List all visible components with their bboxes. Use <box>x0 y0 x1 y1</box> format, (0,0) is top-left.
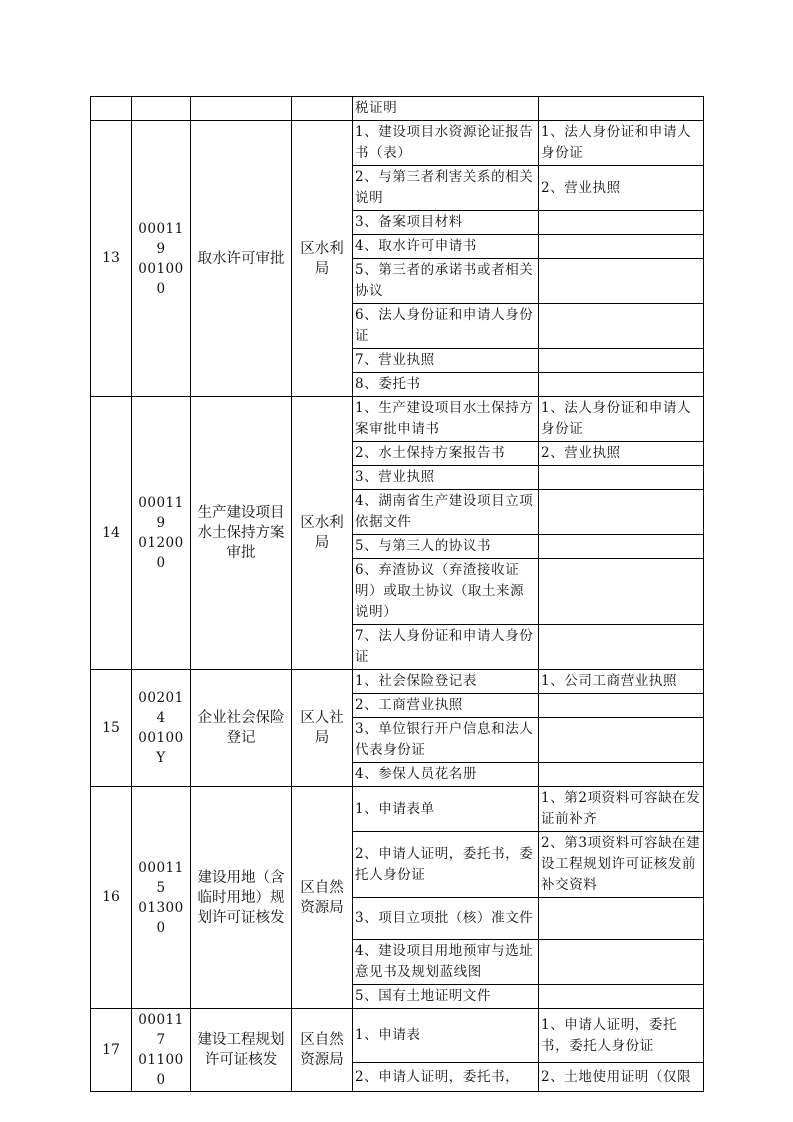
item-name <box>191 97 292 121</box>
item-number <box>91 97 132 121</box>
note-cell: 1、法人身份证和申请人身份证 <box>539 121 704 166</box>
note-cell <box>539 373 704 397</box>
material-cell: 2、申请人证明，委托书， <box>353 1063 539 1092</box>
item-code <box>132 97 191 121</box>
item-department: 区自然资源局 <box>292 787 353 1009</box>
item-code: 000119 012000 <box>132 397 191 670</box>
material-cell: 3、单位银行开户信息和法人代表身份证 <box>353 718 539 763</box>
item-name: 企业社会保险登记 <box>191 670 292 787</box>
material-cell: 3、备案项目材料 <box>353 211 539 235</box>
material-cell: 8、委托书 <box>353 373 539 397</box>
item-number: 16 <box>91 787 132 1009</box>
note-cell <box>539 718 704 763</box>
material-cell: 5、第三者的承诺书或者相关协议 <box>353 259 539 304</box>
note-cell <box>539 349 704 373</box>
note-cell: 2、营业执照 <box>539 442 704 466</box>
item-name: 取水许可审批 <box>191 121 292 397</box>
note-cell <box>539 940 704 985</box>
note-cell: 1、第2项资料可容缺在发证前补齐 <box>539 787 704 832</box>
material-cell: 税证明 <box>353 97 539 121</box>
document-page <box>90 96 703 1092</box>
note-cell: 1、法人身份证和申请人身份证 <box>539 397 704 442</box>
material-cell: 1、建设项目水资源论证报告书（表） <box>353 121 539 166</box>
note-cell <box>539 985 704 1009</box>
table-row <box>91 97 704 121</box>
material-cell: 2、工商营业执照 <box>353 694 539 718</box>
item-code: 000115 013000 <box>132 787 191 1009</box>
note-cell <box>539 97 704 121</box>
material-cell: 3、营业执照 <box>353 466 539 490</box>
note-cell <box>539 304 704 349</box>
material-cell: 7、营业执照 <box>353 349 539 373</box>
note-cell <box>539 694 704 718</box>
note-cell <box>539 625 704 670</box>
note-cell <box>539 259 704 304</box>
item-code: 000119 001000 <box>132 121 191 397</box>
note-cell: 1、申请人证明，委托书，委托人身份证 <box>539 1009 704 1063</box>
item-department: 区自然资源局 <box>292 1009 353 1092</box>
item-code: 000117 011000 <box>132 1009 191 1092</box>
material-cell: 2、申请人证明，委托书，委托人身份证 <box>353 832 539 898</box>
item-number: 17 <box>91 1009 132 1092</box>
note-cell <box>539 211 704 235</box>
note-cell: 2、营业执照 <box>539 166 704 211</box>
materials-table <box>90 96 704 1092</box>
material-cell: 2、与第三者利害关系的相关说明 <box>353 166 539 211</box>
material-cell: 4、取水许可申请书 <box>353 235 539 259</box>
materials-table-body <box>91 97 704 1092</box>
item-number: 15 <box>91 670 132 787</box>
material-cell: 4、参保人员花名册 <box>353 763 539 787</box>
item-code: 002014 00100Y <box>132 670 191 787</box>
item-department: 区水利局 <box>292 397 353 670</box>
material-cell: 1、生产建设项目水土保持方案审批申请书 <box>353 397 539 442</box>
item-department <box>292 97 353 121</box>
note-cell <box>539 466 704 490</box>
item-department: 区人社局 <box>292 670 353 787</box>
note-cell: 2、第3项资料可容缺在建设工程规划许可证核发前补交资料 <box>539 832 704 898</box>
material-cell: 4、湖南省生产建设项目立项依据文件 <box>353 490 539 535</box>
table-row <box>91 121 704 166</box>
item-number: 14 <box>91 397 132 670</box>
item-number: 13 <box>91 121 132 397</box>
table-row <box>91 787 704 832</box>
material-cell: 5、国有土地证明文件 <box>353 985 539 1009</box>
note-cell <box>539 235 704 259</box>
material-cell: 1、社会保险登记表 <box>353 670 539 694</box>
table-row <box>91 1009 704 1063</box>
material-cell: 7、法人身份证和申请人身份证 <box>353 625 539 670</box>
item-name: 建设用地（含临时用地）规划许可证核发 <box>191 787 292 1009</box>
material-cell: 1、申请表单 <box>353 787 539 832</box>
table-row <box>91 670 704 694</box>
note-cell <box>539 763 704 787</box>
note-cell <box>539 535 704 559</box>
material-cell: 4、建设项目用地预审与选址意见书及规划蓝线图 <box>353 940 539 985</box>
note-cell <box>539 559 704 625</box>
material-cell: 6、弃渣协议（弃渣接收证明）或取土协议（取土来源说明） <box>353 559 539 625</box>
material-cell: 2、水土保持方案报告书 <box>353 442 539 466</box>
material-cell: 6、法人身份证和申请人身份证 <box>353 304 539 349</box>
item-name: 生产建设项目水土保持方案审批 <box>191 397 292 670</box>
note-cell <box>539 898 704 940</box>
material-cell: 1、申请表 <box>353 1009 539 1063</box>
material-cell: 5、与第三人的协议书 <box>353 535 539 559</box>
note-cell <box>539 490 704 535</box>
note-cell: 2、土地使用证明（仅限 <box>539 1063 704 1092</box>
note-cell: 1、公司工商营业执照 <box>539 670 704 694</box>
item-department: 区水利局 <box>292 121 353 397</box>
material-cell: 3、项目立项批（核）准文件 <box>353 898 539 940</box>
item-name: 建设工程规划许可证核发 <box>191 1009 292 1092</box>
table-row <box>91 397 704 442</box>
